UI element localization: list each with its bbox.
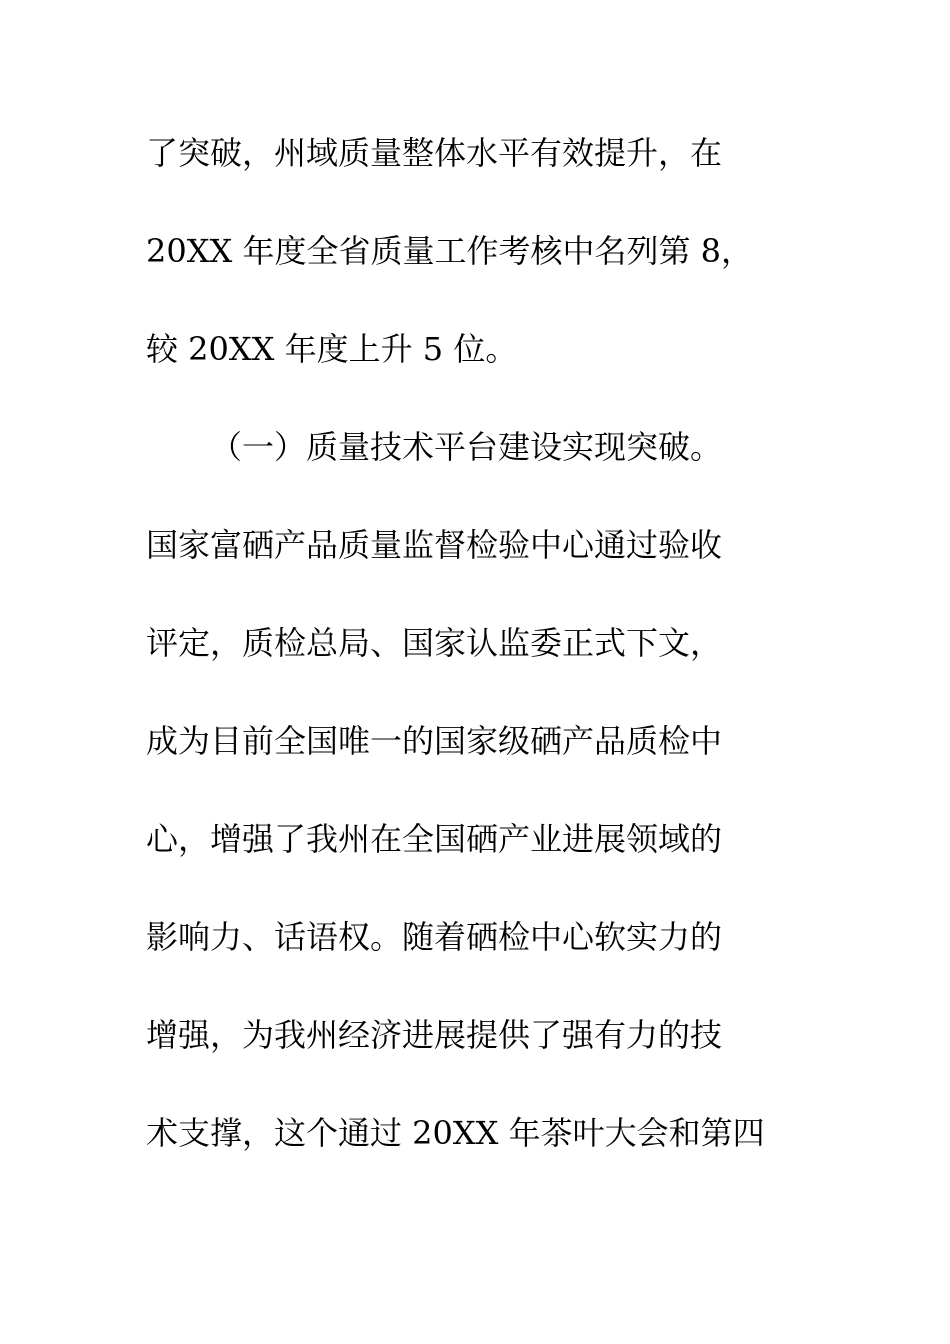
text-line: 成为目前全国唯一的国家级硒产品质检中	[146, 722, 723, 760]
text-line: 术支撑，这个通过 20XX 年茶叶大会和第四	[146, 1114, 765, 1152]
text-line: 评定，质检总局、国家认监委正式下文，	[146, 624, 723, 662]
text-line: 国家富硒产品质量监督检验中心通过验收	[146, 526, 723, 564]
section-heading: （一）质量技术平台建设实现突破。	[210, 428, 723, 466]
text-line: 20XX 年度全省质量工作考核中名列第 8，	[146, 232, 753, 270]
text-line: 了突破，州域质量整体水平有效提升，在	[146, 134, 723, 172]
text-line: 影响力、话语权。随着硒检中心软实力的	[146, 918, 723, 956]
text-line: 较 20XX 年度上升 5 位。	[146, 330, 518, 368]
text-line: 增强，为我州经济进展提供了强有力的技	[146, 1016, 723, 1054]
text-line: 心，增强了我州在全国硒产业进展领域的	[146, 820, 723, 858]
